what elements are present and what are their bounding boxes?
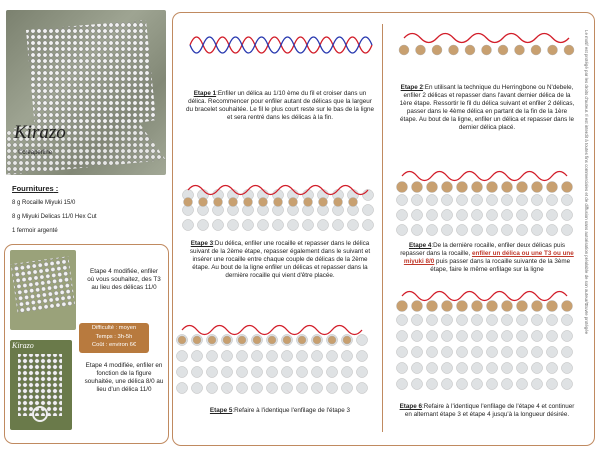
delica-bead: [229, 198, 238, 207]
grey-bead: [258, 220, 269, 231]
grey-bead: [357, 367, 368, 378]
grey-bead: [442, 363, 453, 374]
grey-bead: [412, 210, 423, 221]
delica-bead: [564, 45, 574, 55]
delica-bead: [427, 182, 438, 193]
grey-bead: [487, 195, 498, 206]
grey-bead: [442, 225, 453, 236]
grey-bead: [177, 367, 188, 378]
step-2-title: Etape 2: [400, 84, 424, 91]
grey-bead: [457, 363, 468, 374]
delica-bead: [298, 336, 306, 344]
grey-bead: [312, 351, 323, 362]
delica-bead: [562, 301, 573, 312]
delica-bead: [472, 182, 483, 193]
grey-bead: [457, 195, 468, 206]
grey-bead: [327, 351, 338, 362]
delica-bead: [328, 336, 336, 344]
grey-bead: [397, 225, 408, 236]
variant-brand-logo: Kirazo: [12, 341, 34, 350]
brand-logo: Kirazo: [14, 122, 66, 143]
grey-bead: [267, 351, 278, 362]
step-6-text: Etape 6:Refaire à l'identique l'enfilage de l'étape 4 et continuer en alternant étape 3 et étape 4 jusqu'à la longueur désirée.: [399, 403, 575, 418]
delica-bead: [532, 301, 543, 312]
delica-bead: [562, 182, 573, 193]
grey-bead: [472, 210, 483, 221]
grey-bead: [192, 351, 203, 362]
delica-bead: [532, 182, 543, 193]
grey-bead: [427, 315, 438, 326]
grey-bead: [472, 195, 483, 206]
grey-bead: [342, 367, 353, 378]
supplies-title: Fournitures :: [12, 184, 59, 193]
delica-bead: [487, 182, 498, 193]
grey-bead: [487, 210, 498, 221]
delica-bead: [268, 336, 276, 344]
grey-bead: [442, 315, 453, 326]
grey-bead: [547, 315, 558, 326]
grey-bead: [532, 331, 543, 342]
grey-bead: [562, 363, 573, 374]
thread-red: [404, 34, 569, 43]
delica-bead: [515, 45, 525, 55]
delica-bead: [397, 301, 408, 312]
grey-bead: [228, 220, 239, 231]
grey-bead: [303, 220, 314, 231]
grey-bead: [517, 347, 528, 358]
delica-bead: [548, 45, 558, 55]
grey-bead: [502, 210, 513, 221]
step-1-title: Etape 1: [193, 90, 217, 97]
grey-bead: [282, 351, 293, 362]
grey-bead: [472, 347, 483, 358]
grey-bead: [222, 351, 233, 362]
delica-bead: [416, 45, 426, 55]
step-5-text: Etape 5:Refaire à l'identique l'enfilage de l'étape 3: [209, 407, 351, 414]
delica-bead: [184, 198, 193, 207]
grey-bead: [457, 379, 468, 390]
grey-bead: [562, 331, 573, 342]
delica-bead: [214, 198, 223, 207]
grey-bead: [342, 351, 353, 362]
grey-bead: [333, 220, 344, 231]
thread-red: [402, 292, 567, 301]
grey-bead: [237, 383, 248, 394]
grey-bead: [397, 210, 408, 221]
grey-bead: [562, 225, 573, 236]
grey-bead: [252, 351, 263, 362]
grey-bead: [532, 347, 543, 358]
grey-bead: [517, 363, 528, 374]
grey-bead: [282, 367, 293, 378]
grey-bead: [562, 210, 573, 221]
grey-bead: [237, 351, 248, 362]
grey-bead: [192, 383, 203, 394]
supply-item: 8 g Miyuki Delicas 11/0 Hex Cut: [12, 214, 97, 221]
grey-bead: [532, 363, 543, 374]
grey-bead: [363, 190, 374, 201]
grey-bead: [502, 379, 513, 390]
grey-bead: [547, 331, 558, 342]
grey-bead: [487, 225, 498, 236]
grey-bead: [487, 331, 498, 342]
grey-bead: [252, 367, 263, 378]
grey-bead: [412, 379, 423, 390]
delica-bead: [343, 336, 351, 344]
grey-bead: [457, 331, 468, 342]
grey-bead: [237, 367, 248, 378]
grey-bead: [472, 363, 483, 374]
difficulty-cost: Coût : environ 6€: [91, 342, 137, 348]
delica-bead: [399, 45, 409, 55]
grey-bead: [517, 195, 528, 206]
grey-bead: [177, 383, 188, 394]
grey-bead: [412, 363, 423, 374]
delica-bead: [274, 198, 283, 207]
delica-bead: [253, 336, 261, 344]
grey-bead: [397, 315, 408, 326]
grey-bead: [442, 195, 453, 206]
delica-bead: [238, 336, 246, 344]
grey-bead: [457, 225, 468, 236]
grey-bead: [517, 315, 528, 326]
grey-bead: [517, 210, 528, 221]
grey-bead: [562, 347, 573, 358]
delica-bead: [199, 198, 208, 207]
grey-bead: [183, 220, 194, 231]
delica-bead: [412, 301, 423, 312]
grey-bead: [502, 363, 513, 374]
grey-bead: [547, 225, 558, 236]
delica-bead: [244, 198, 253, 207]
delica-bead: [427, 301, 438, 312]
grey-bead: [412, 315, 423, 326]
grey-bead: [487, 347, 498, 358]
grey-bead: [357, 383, 368, 394]
grey-bead: [487, 315, 498, 326]
grey-bead: [357, 335, 368, 346]
step-3-text: Etape 3:Du délica, enfiler une rocaille et repasser dans le délica suivant de la 2ème étape, repasser également dans le suivant et insérer une rocaille entre chaque couple de délicas de la 2ème étape. Au bout de la ligne enfiler un délicas et repasser dans la dernière rocaille qui vient d'être placée.: [189, 240, 371, 279]
delica-bead: [349, 198, 358, 207]
delica-bead: [397, 182, 408, 193]
grey-bead: [532, 225, 543, 236]
grey-bead: [327, 367, 338, 378]
step-3-title: Etape 3: [190, 240, 214, 247]
grey-bead: [502, 347, 513, 358]
grey-bead: [502, 331, 513, 342]
grey-bead: [412, 195, 423, 206]
grey-bead: [442, 210, 453, 221]
grey-bead: [363, 220, 374, 231]
grey-bead: [457, 347, 468, 358]
grey-bead: [213, 220, 224, 231]
grey-bead: [427, 210, 438, 221]
delica-bead: [432, 45, 442, 55]
grey-bead: [312, 383, 323, 394]
grey-bead: [397, 195, 408, 206]
thread-red: [402, 172, 567, 181]
step-6-title: Etape 6: [399, 403, 422, 410]
grey-bead: [273, 220, 284, 231]
delica-bead: [457, 182, 468, 193]
grey-bead: [532, 195, 543, 206]
grey-bead: [517, 225, 528, 236]
grey-bead: [427, 379, 438, 390]
photo-credit: ©creaperline: [18, 150, 53, 156]
grey-bead: [562, 315, 573, 326]
grey-bead: [427, 363, 438, 374]
delica-bead: [502, 182, 513, 193]
grey-bead: [397, 379, 408, 390]
grey-bead: [457, 210, 468, 221]
step-4-text: Etape 4:De la dernière rocaille, enfiler deux délicas puis repasser dans la rocaille, enfiler un délica ou une T3 ou une miyuki 8/0 puis passer dans la rocaille suivante de la 3ème étape, faire le même enfilage sur la ligne: [400, 242, 574, 273]
delica-bead: [465, 45, 475, 55]
delica-bead: [531, 45, 541, 55]
grey-bead: [547, 363, 558, 374]
delica-bead: [472, 301, 483, 312]
delica-bead: [517, 182, 528, 193]
grey-bead: [502, 315, 513, 326]
grey-bead: [312, 367, 323, 378]
delica-bead: [283, 336, 291, 344]
delica-bead: [223, 336, 231, 344]
grey-bead: [457, 315, 468, 326]
delica-bead: [517, 301, 528, 312]
grey-bead: [397, 331, 408, 342]
grey-bead: [547, 210, 558, 221]
delica-bead: [178, 336, 186, 344]
grey-bead: [397, 363, 408, 374]
grey-bead: [442, 347, 453, 358]
delica-bead: [289, 198, 298, 207]
supply-item: 8 g Rocaille Miyuki 15/0: [12, 200, 76, 206]
delica-bead: [498, 45, 508, 55]
grey-bead: [412, 331, 423, 342]
grey-bead: [252, 383, 263, 394]
delica-bead: [482, 45, 492, 55]
grey-bead: [207, 367, 218, 378]
grey-bead: [222, 383, 233, 394]
grey-bead: [472, 225, 483, 236]
grey-bead: [532, 210, 543, 221]
grey-bead: [357, 351, 368, 362]
delica-bead: [412, 182, 423, 193]
difficulty-time: Temps : 3h-5h: [95, 333, 133, 340]
grey-bead: [487, 379, 498, 390]
variant-text-1: Etape 4 modifiée, enfiler où vous souhaitez, des T3 au lieu des délicas 11/0: [87, 268, 161, 291]
grey-bead: [243, 220, 254, 231]
delica-bead: [457, 301, 468, 312]
grey-bead: [297, 367, 308, 378]
delica-bead: [313, 336, 321, 344]
grey-bead: [363, 205, 374, 216]
grey-bead: [442, 379, 453, 390]
delica-bead: [547, 182, 558, 193]
grey-bead: [547, 379, 558, 390]
step-5-title: Etape 5: [209, 407, 233, 414]
grey-bead: [222, 367, 233, 378]
grey-bead: [502, 225, 513, 236]
grey-bead: [472, 379, 483, 390]
grey-bead: [517, 331, 528, 342]
grey-bead: [487, 363, 498, 374]
delica-bead: [208, 336, 216, 344]
grey-bead: [198, 220, 209, 231]
grey-bead: [427, 195, 438, 206]
delica-bead: [442, 301, 453, 312]
delica-bead: [442, 182, 453, 193]
delica-bead: [193, 336, 201, 344]
grey-bead: [297, 383, 308, 394]
grey-bead: [412, 225, 423, 236]
grey-bead: [517, 379, 528, 390]
grey-bead: [472, 315, 483, 326]
grey-bead: [207, 383, 218, 394]
grey-bead: [427, 225, 438, 236]
grey-bead: [282, 383, 293, 394]
delica-bead: [259, 198, 268, 207]
grey-bead: [412, 347, 423, 358]
grey-bead: [547, 195, 558, 206]
delica-bead: [547, 301, 558, 312]
delica-bead: [334, 198, 343, 207]
grey-bead: [397, 347, 408, 358]
grey-bead: [442, 331, 453, 342]
grey-bead: [427, 331, 438, 342]
delica-bead: [487, 301, 498, 312]
grey-bead: [532, 315, 543, 326]
grey-bead: [177, 351, 188, 362]
grey-bead: [267, 383, 278, 394]
variant-text-2: Etape 4 modifiée, enfiler en fonction de la figure souhaitée, une délica 8/0 au lieu d'un délica 11/0: [84, 362, 164, 393]
copyright-note: Le motif est protégé par les droits d'auteur. Il est interdit à toutes fins commerciales et de diffusion sans autorisation préalable de son auteur/Œuvre protégée: [584, 30, 589, 335]
step-4-title: Etape 4: [408, 242, 432, 249]
step-2-text: Etape 2:En utilisant la technique du Herringbone ou N'debele, enfiler 2 délicas et repasser dans l'avant dernier délica de la 1ère étape. Ressortir le fil du délica suivant et enfiler 2 délicas, passer dans le 4ème délica en partant de la fin de la 1ère étape. Au bout de la ligne, enfiler un délica et repasser dans le dernier délica placé.: [399, 84, 575, 131]
delica-bead: [449, 45, 459, 55]
delica-bead: [304, 198, 313, 207]
thread-blue: [190, 37, 372, 53]
grey-bead: [297, 351, 308, 362]
grey-bead: [267, 367, 278, 378]
delica-bead: [319, 198, 328, 207]
difficulty-level: Difficulté : moyen: [91, 325, 137, 331]
grey-bead: [472, 331, 483, 342]
delica-bead: [502, 301, 513, 312]
supply-item: 1 fermoir argenté: [12, 228, 58, 235]
grey-bead: [327, 383, 338, 394]
grey-bead: [427, 347, 438, 358]
step-1-text: Etape 1:Enfiler un délica au 1/10 ème du fil et croiser dans un délica. Recommencer pour enfiler autant de délicas que la largeur du bracelet souhaitée. Le fil le plus court reste sur le bas de la ligne et sera rentré dans les délicas à la fin.: [186, 90, 374, 121]
grey-bead: [562, 379, 573, 390]
grey-bead: [192, 367, 203, 378]
thread-red: [182, 326, 362, 335]
grey-bead: [502, 195, 513, 206]
grey-bead: [547, 347, 558, 358]
grey-bead: [318, 220, 329, 231]
grey-bead: [348, 220, 359, 231]
grey-bead: [562, 195, 573, 206]
grey-bead: [288, 220, 299, 231]
grey-bead: [532, 379, 543, 390]
grey-bead: [207, 351, 218, 362]
grey-bead: [342, 383, 353, 394]
